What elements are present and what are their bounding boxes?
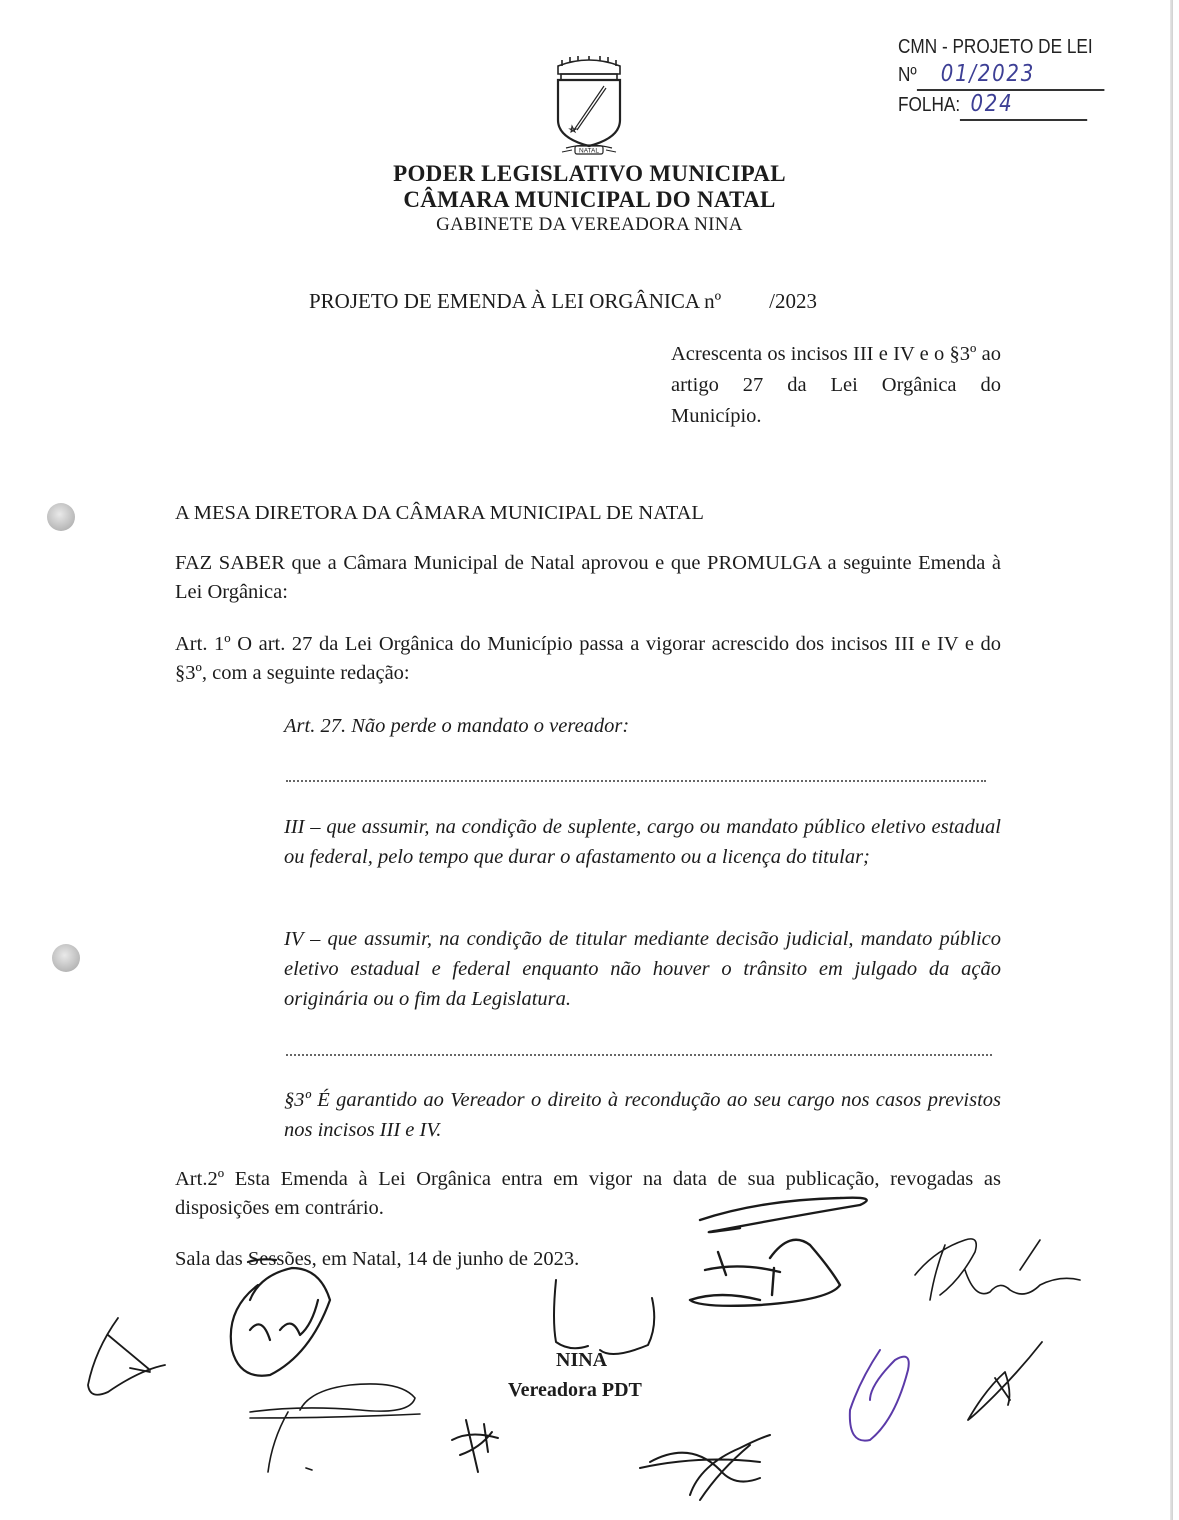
signature-scribble bbox=[968, 1342, 1042, 1420]
signature-scribble bbox=[554, 1280, 654, 1354]
quoted-inciso-iv: IV – que assumir, na condição de titular mediante decisão judicial, mandato público eletivo estadual e federal enquanto não houver o trânsito em julgado da ação originária ou o fim da Legislatura. bbox=[284, 928, 1001, 1010]
signature-scribble bbox=[88, 1318, 165, 1395]
body-paragraph-3: Art. 1º O art. 27 da Lei Orgânica do Município passa a vigorar acrescido dos incisos III e IV e do §3º, com a seguinte redação: bbox=[175, 633, 1001, 684]
title-number: /2023 bbox=[769, 289, 817, 313]
signature-scribble bbox=[231, 1259, 330, 1375]
stamp-folha-label: FOLHA: bbox=[898, 94, 961, 116]
body-paragraph-2: FAZ SABER que a Câmara Municipal de Natal aprovou e que PROMULGA a seguinte Emenda à Lei Orgânica: bbox=[175, 552, 1001, 603]
signature-scribble bbox=[250, 1384, 420, 1472]
stamp-folha-value: 024 bbox=[970, 91, 1014, 117]
signatory-role: Vereadora PDT bbox=[508, 1379, 642, 1401]
stamp-number-label: Nº bbox=[898, 64, 917, 86]
header-line-3: GABINETE DA VEREADORA NINA bbox=[436, 214, 743, 235]
ementa: Acrescenta os incisos III e IV e o §3º ao artigo 27 da Lei Orgânica do Município. bbox=[671, 343, 1001, 427]
body-paragraph-5: Sala das Sessões, em Natal, 14 de junho de 2023. bbox=[175, 1248, 580, 1270]
quoted-inciso-iii: III – que assumir, na condição de suplente, cargo ou mandato público eletivo estadual ou federal, pelo tempo que durar o afastamento ou a licença do titular; bbox=[284, 816, 1001, 868]
signature-scribble bbox=[850, 1350, 909, 1441]
crest-label: NATAL bbox=[579, 147, 599, 155]
stamp-title: CMN - PROJETO DE LEI bbox=[898, 36, 1093, 58]
title-prefix: PROJETO DE EMENDA À LEI ORGÂNICA nº bbox=[309, 289, 722, 313]
header-line-2: CÂMARA MUNICIPAL DO NATAL bbox=[403, 187, 776, 212]
body-paragraph-4: Art.2º Esta Emenda à Lei Orgânica entra em vigor na data de sua publicação, revogadas as disposições em contrário. bbox=[175, 1168, 1001, 1219]
quoted-paragraph-3: §3º É garantido ao Vereador o direito à recondução ao seu cargo nos casos previstos nos incisos III e IV. bbox=[284, 1089, 1001, 1141]
signature-scribble bbox=[690, 1198, 867, 1306]
stamp-number-value: 01/2023 bbox=[940, 61, 1036, 87]
signature-scribble bbox=[915, 1239, 1080, 1300]
quoted-article-27: Art. 27. Não perde o mandato o vereador: bbox=[284, 715, 630, 737]
signature-scribble bbox=[640, 1435, 770, 1500]
body-paragraph-1: A MESA DIRETORA DA CÂMARA MUNICIPAL DE NATAL bbox=[175, 502, 704, 524]
signature-scribble bbox=[452, 1420, 498, 1472]
header-line-1: PODER LEGISLATIVO MUNICIPAL bbox=[393, 161, 786, 186]
signatory-name: NINA bbox=[556, 1349, 608, 1371]
